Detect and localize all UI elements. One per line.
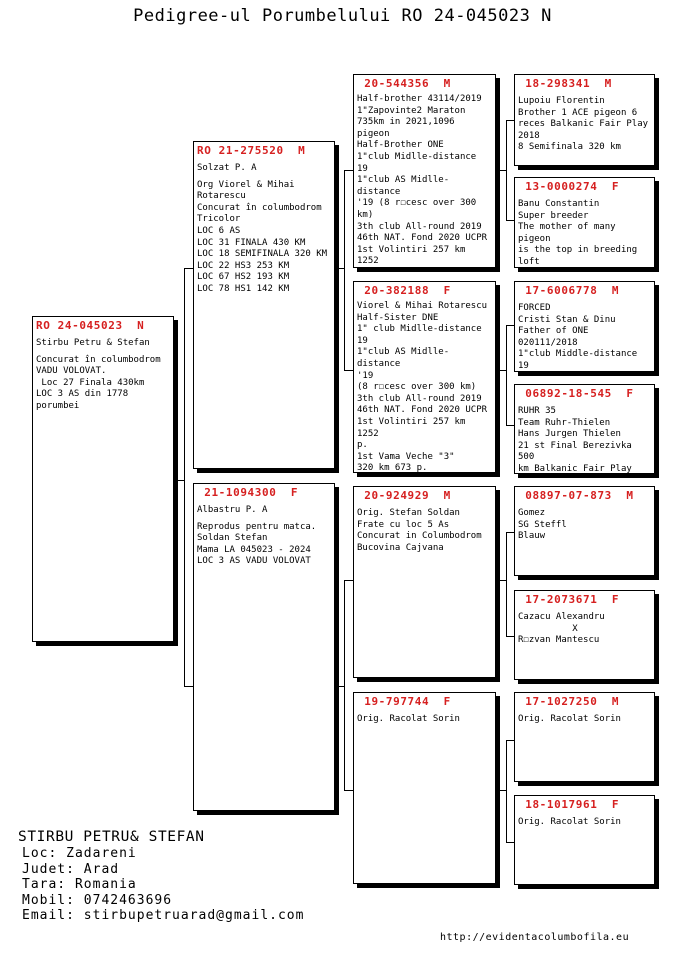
ring-number: 06892-18-545 F <box>518 387 634 400</box>
pigeon-notes: Lupoiu Florentin Brother 1 ACE pigeon 6 reces Balkanic Fair Play 2018 8 Semifinala 320 km <box>518 96 649 153</box>
page-title: Pedigree-ul Porumbelului RO 24-045023 N <box>133 6 552 26</box>
pigeon-notes: Orig. Racolat Sorin <box>518 817 621 827</box>
sire-dam-dam-card[interactable] <box>514 384 655 474</box>
ring-number: 20-544356 M <box>357 77 451 90</box>
ring-number: 20-924929 M <box>357 489 451 502</box>
ring-number: RO 21-275520 M <box>197 144 306 157</box>
sire-sire-card[interactable] <box>353 74 496 268</box>
ring-number: 17-6006778 M <box>518 284 620 297</box>
ring-number: 21-1094300 F <box>197 486 299 499</box>
connector-line <box>497 370 506 371</box>
pigeon-notes: Orig. Stefan Soldan Frate cu loc 5 As Concurat in Columbodrom Bucovina Cajvana <box>357 508 482 553</box>
connector-line <box>506 532 507 636</box>
dam-dam-dam-card[interactable] <box>514 795 655 885</box>
connector-line <box>497 170 506 171</box>
connector-line <box>335 268 344 269</box>
pigeon-notes: Viorel & Mihai Rotarescu Half-Sister DNE 1" club Midlle-distance 19 1"club AS Midlle-distance '19 (8 r☐cesc over 300 km) 3th club All-round 2019 46th NAT. Fond 2020 UCPR 1st Volintiri 257 km 1252 p. 1st Vama Veche "3" 320 km 673 p. <box>357 301 488 473</box>
sire-sire-sire-card[interactable] <box>514 74 655 166</box>
connector-line <box>497 790 506 791</box>
pigeon-notes: RUHR 35 Team Ruhr-Thielen Hans Jurgen Thielen 21 st Final Berezivka 500 km Balkanic Fair Play <box>518 406 632 474</box>
dam-dam-sire-card[interactable] <box>514 692 655 782</box>
sire-sire-dam-card[interactable] <box>514 177 655 268</box>
ring-number: 17-2073671 F <box>518 593 620 606</box>
breeder-phone[interactable]: Mobil: 0742463696 <box>22 892 173 908</box>
connector-line <box>497 580 506 581</box>
breeder-county: Judet: Arad <box>22 861 120 877</box>
dam-sire-dam-card[interactable] <box>514 590 655 680</box>
pigeon-notes: Org Viorel & Mihai Rotarescu Concurat în columbodrom Tricolor LOC 6 AS LOC 31 FINALA 430 KM LOC 18 SEMIFINALA 320 KM LOC 22 HS3 253 KM LOC 67 HS2 193 KM LOC 78 HS1 142 KM <box>197 179 328 294</box>
connector-line <box>174 480 184 481</box>
owner-name: Solzat P. A <box>197 163 257 173</box>
sire-dam-sire-card[interactable] <box>514 281 655 372</box>
owner-name: Stirbu Petru & Stefan <box>36 338 150 348</box>
breeder-locality: Loc: Zadareni <box>22 846 137 861</box>
ring-number: 18-1017961 F <box>518 798 620 811</box>
pigeon-notes: Cazacu Alexandru X R☐zvan Mantescu <box>518 612 605 646</box>
website-link[interactable]: http://evidentacolumbofila.eu <box>440 932 630 943</box>
pigeon-notes: Gomez SG Steffl Blauw <box>518 508 567 542</box>
breeder-name: STIRBU PETRU& STEFAN <box>18 829 205 845</box>
ring-number: 13-0000274 F <box>518 180 620 193</box>
pigeon-notes: Half-brother 43114/2019 1"Zapovinte2 Maraton 735km in 2021,1096 pigeon Half-Brother ONE 1"club Midlle-distance 19 1"club AS Midlle-distance '19 (8 r☐cesc over 300 km) 3th club All-round 2019 46th NAT. Fond 2020 UCPR 1st Volintiri 257 km 1252 <box>357 94 488 267</box>
connector-line <box>344 580 345 790</box>
owner-name: Albastru P. A <box>197 505 268 515</box>
dam-sire-card[interactable] <box>353 486 496 678</box>
connector-line <box>506 120 507 220</box>
breeder-country: Tara: Romania <box>22 877 137 892</box>
pigeon-notes: Banu Constantin Super breeder The mother of many pigeon is the top in breeding loft <box>518 199 638 267</box>
dam-dam-card[interactable] <box>353 692 496 884</box>
ring-number: 17-1027250 M <box>518 695 620 708</box>
connector-line <box>506 325 507 425</box>
connector-line <box>506 740 507 842</box>
ring-number: RO 24-045023 N <box>36 319 145 332</box>
connector-line <box>335 686 344 687</box>
sire-dam-card[interactable] <box>353 281 496 473</box>
dam-sire-sire-card[interactable] <box>514 486 655 576</box>
breeder-info <box>18 828 304 924</box>
pigeon-notes: Reprodus pentru matca. Soldan Stefan Mama LA 045023 - 2024 LOC 3 AS VADU VOLOVAT <box>197 521 317 567</box>
sire-card[interactable] <box>193 141 335 469</box>
ring-number: 19-797744 F <box>357 695 451 708</box>
pigeon-notes: Orig. Racolat Sorin <box>518 714 621 724</box>
dam-card[interactable] <box>193 483 335 811</box>
ring-number: 20-382188 F <box>357 284 451 297</box>
ring-number: 08897-07-873 M <box>518 489 634 502</box>
pigeon-notes: Concurat în columbodrom VADU VOLOVAT. Loc 27 Finala 430km LOC 3 AS din 1778 porumbei <box>36 354 161 411</box>
connector-line <box>184 268 185 686</box>
subject-pigeon-card[interactable] <box>32 316 174 642</box>
breeder-email[interactable]: Email: stirbupetruarad@gmail.com <box>22 908 305 923</box>
connector-line <box>344 170 345 370</box>
pigeon-notes: Orig. Racolat Sorin <box>357 714 460 724</box>
ring-number: 18-298341 M <box>518 77 612 90</box>
pigeon-notes: FORCED Cristi Stan & Dinu Father of ONE 020111/2018 1"club Middle-distance 19 <box>518 303 638 371</box>
